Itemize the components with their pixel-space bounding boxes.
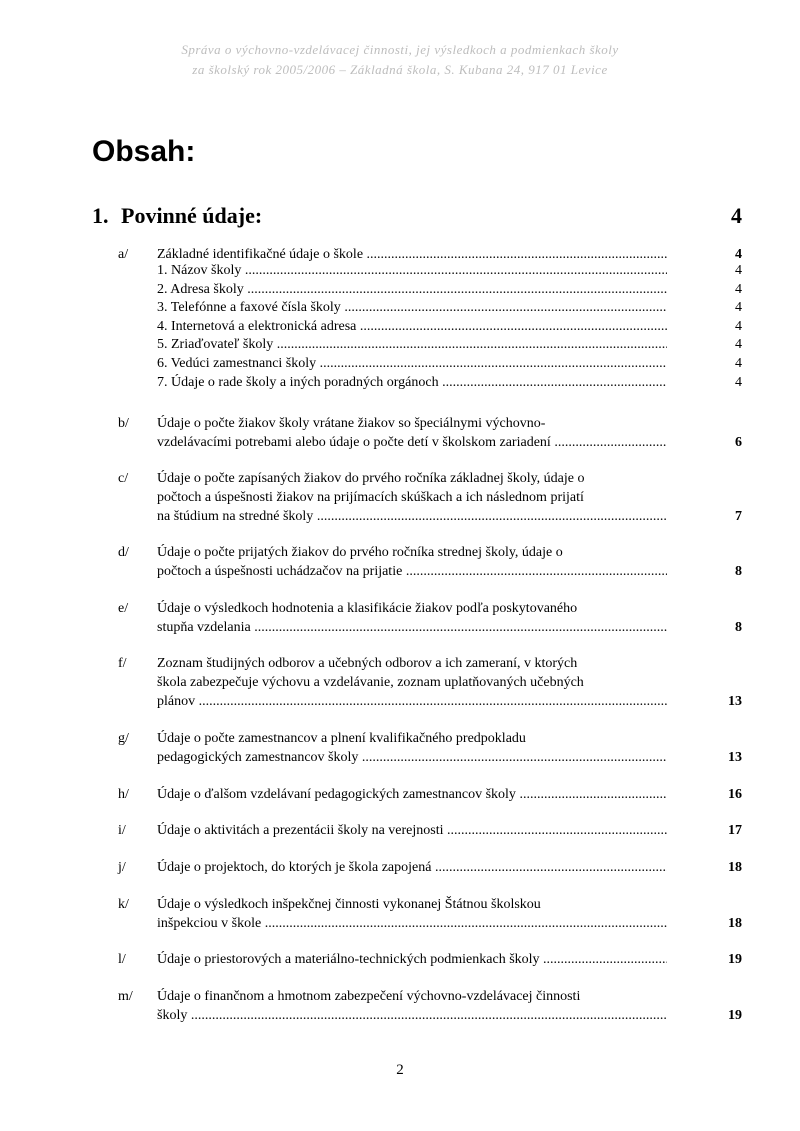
toc-subitem-page: 4 <box>735 374 742 390</box>
toc-entry-text: Základné identifikačné údaje o škole ..... <box>157 245 667 264</box>
toc-entry-page: 17 <box>728 823 742 838</box>
toc-entry-line: Údaje o výsledkoch inšpekčnej činnosti vykonanej Štátnou školskou <box>157 897 541 912</box>
toc-subitem-page: 4 <box>735 337 742 353</box>
toc-subitem[interactable] <box>157 374 742 393</box>
toc-entry-page: 13 <box>728 750 742 765</box>
toc-subitem[interactable] <box>157 355 742 374</box>
toc-entry-line: Údaje o počte žiakov školy vrátane žiakov so špeciálnymi výchovno- <box>157 416 546 431</box>
section-number: 1. <box>92 203 109 228</box>
toc-subitem[interactable] <box>157 318 742 337</box>
toc-entry-letter: m/ <box>118 989 133 1004</box>
page-title: Obsah: <box>92 135 196 168</box>
toc-subitem-page: 4 <box>735 355 742 371</box>
toc-subitem-text: 3. Telefónne a faxové čísla školy ..... <box>157 299 667 318</box>
toc-entry-line: Údaje o ďalšom vzdelávaní pedagogických zamestnancov školy ..... <box>157 785 667 804</box>
toc-subitem-text: 4. Internetová a elektronická adresa ..... <box>157 318 667 337</box>
toc-entry-page: 19 <box>728 952 742 967</box>
toc-entry-letter: c/ <box>118 471 129 486</box>
toc-entry-letter: g/ <box>118 731 129 746</box>
toc-subitem-page: 4 <box>735 318 742 334</box>
toc-entry-line: Údaje o priestorových a materiálno-technických podmienkach školy ..... <box>157 950 667 969</box>
toc-subitem-text: 7. Údaje o rade školy a iných poradných orgánoch ..... <box>157 374 667 393</box>
toc-entry-letter: f/ <box>118 656 127 671</box>
page-number: 2 <box>396 1062 404 1078</box>
toc-entry-page: 19 <box>728 1008 742 1023</box>
toc-entry-letter: h/ <box>118 787 129 802</box>
toc-subitem[interactable] <box>157 262 742 281</box>
toc-entry-page: 8 <box>735 620 742 635</box>
toc-entry-page: 18 <box>728 916 742 931</box>
toc-entry-line: Údaje o projektoch, do ktorých je škola zapojená ..... <box>157 858 667 877</box>
toc-entry-page: 6 <box>735 435 742 450</box>
toc-entry-line: školy ..... <box>157 1006 667 1025</box>
toc-subitem[interactable] <box>157 299 742 318</box>
toc-entry-page: 18 <box>728 860 742 875</box>
toc-entry-line: Údaje o výsledkoch hodnotenia a klasifikácie žiakov podľa poskytovaného <box>157 601 578 616</box>
toc-entry-line: Údaje o aktivitách a prezentácii školy na verejnosti ..... <box>157 821 667 840</box>
toc-entry-line: plánov ..... <box>157 692 667 711</box>
toc-subitem-page: 4 <box>735 300 742 316</box>
header-line-2: za školský rok 2005/2006 – Základná škola, S. Kubana 24, 917 01 Levice <box>192 62 608 77</box>
toc-subitem[interactable] <box>157 336 742 355</box>
toc-entry-letter: b/ <box>118 416 129 431</box>
toc-entry-line: Údaje o počte zapísaných žiakov do prvého ročníka základnej školy, údaje o <box>157 471 585 486</box>
toc-entry-letter: i/ <box>118 823 126 838</box>
toc-subitem-page: 4 <box>735 281 742 297</box>
toc-entry-line: pedagogických zamestnancov školy ..... <box>157 748 667 767</box>
toc-subitem-page: 4 <box>735 263 742 278</box>
toc-subitem-text: 2. Adresa školy ..... <box>157 281 667 300</box>
toc-entry-letter: e/ <box>118 601 129 616</box>
toc-entry-line: Údaje o počte prijatých žiakov do prvého ročníka strednej školy, údaje o <box>157 545 563 560</box>
document-header <box>0 40 800 80</box>
toc-entry-letter: a/ <box>118 247 129 262</box>
toc-entry-line: inšpekciou v škole ..... <box>157 914 667 933</box>
section-label: Povinné údaje: <box>121 203 263 228</box>
toc-entry-line: počtoch a úspešnosti žiakov na prijímacích skúškach a ich následnom prijatí <box>157 490 584 505</box>
toc-entry-line: počtoch a úspešnosti uchádzačov na prijatie ..... <box>157 562 667 581</box>
toc-subitem-text: 5. Zriaďovateľ školy ..... <box>157 336 667 355</box>
toc-entry-letter: j/ <box>118 860 126 875</box>
toc-entry-page: 16 <box>728 787 742 802</box>
toc-entry-page: 13 <box>728 694 742 709</box>
toc-entry-line: škola zabezpečuje výchovu a vzdelávanie, zoznam uplatňovaných učebných <box>157 675 584 690</box>
toc-subitems <box>157 262 742 392</box>
section-page: 4 <box>731 203 742 228</box>
toc-entry-line: Údaje o počte zamestnancov a plnení kvalifikačného predpokladu <box>157 731 526 746</box>
toc-entry-line: Zoznam študijných odborov a učebných odborov a ich zameraní, v ktorých <box>157 656 578 671</box>
toc-entry-page: 4 <box>735 247 742 262</box>
toc-entry-letter: k/ <box>118 897 129 912</box>
toc-entry-line: vzdelávacími potrebami alebo údaje o počte detí v školskom zariadení ..... <box>157 433 667 452</box>
toc-entry-page: 7 <box>735 509 742 524</box>
toc-subitem[interactable] <box>157 281 742 300</box>
header-line-1: Správa o výchovno-vzdelávacej činnosti, jej výsledkoch a podmienkach školy <box>181 42 619 57</box>
toc-subitem-text: 1. Názov školy ..... <box>157 262 667 281</box>
toc-entry-letter: l/ <box>118 952 126 967</box>
toc-entry-line: stupňa vzdelania ..... <box>157 618 667 637</box>
toc-subitem-text: 6. Vedúci zamestnanci školy ..... <box>157 355 667 374</box>
toc-entry-letter: d/ <box>118 545 129 560</box>
toc-entry-page: 8 <box>735 564 742 579</box>
toc-entry-line: na štúdium na stredné školy ..... <box>157 507 667 526</box>
toc-entry-line: Údaje o finančnom a hmotnom zabezpečení výchovno-vzdelávacej činnosti <box>157 989 581 1004</box>
